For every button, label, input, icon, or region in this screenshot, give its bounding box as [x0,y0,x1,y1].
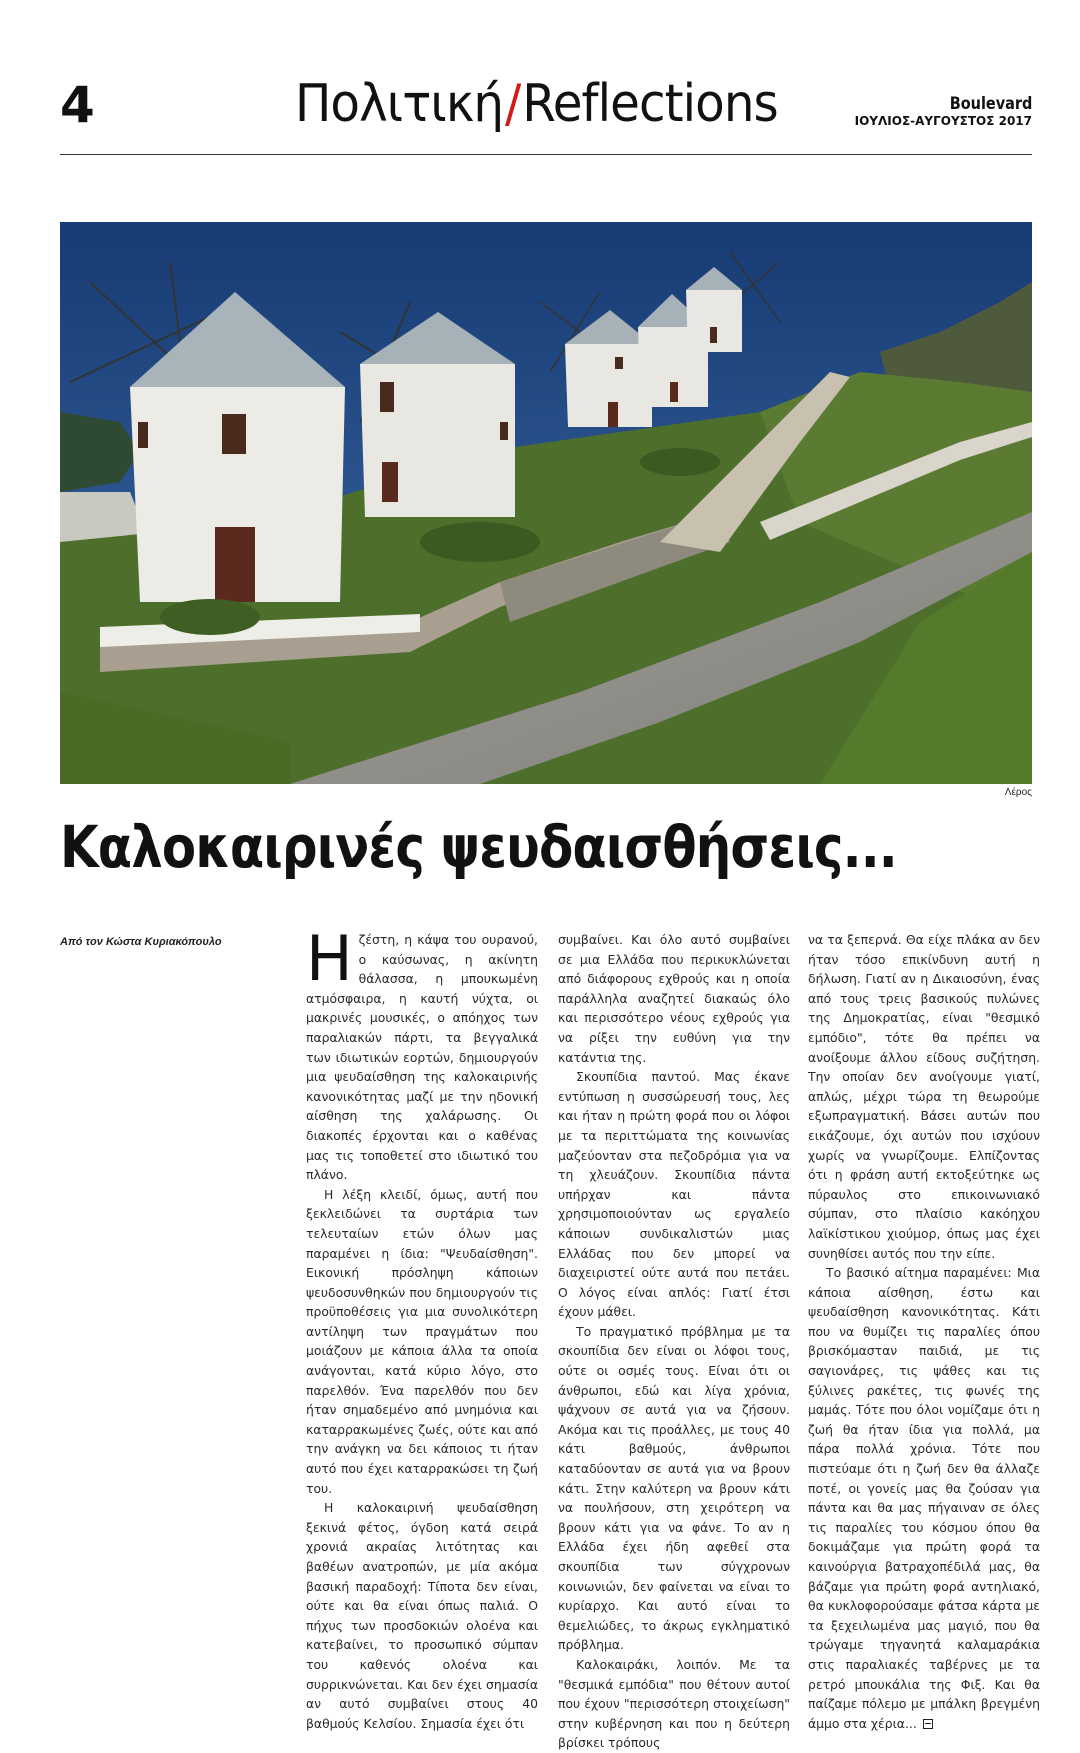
article-paragraph: Σκουπίδια παντού. Μας έκανε εντύπωση η συσσώρευσή τους, λες και ήταν η πρώτη φορά που οι λόφοι με τα περιττώματα της κοινωνίας μαζεύονταν στα πεζοδρόμια για να τη χλευάζουν. Σκουπίδια πάντα υπήρχαν και πάντα χρησιμοποιούνταν ως εργαλείο κάποιων συνδικαλιστών μιας Ελλάδας που δεν μπορεί να διαχειριστεί ούτε αυτά που πετάει. Ο λόγος είναι απλός: Γιατί έτσι έχουν μάθει. [558,1069,790,1320]
article-paragraph: Καλοκαιράκι, λοιπόν. Με τα "θεσμικά εμπόδια" που θέτουν αυτοί που έχουν "περισσότερη στοιχείωση" στην κυβέρνηση και που η δεύτερη βρίσκει τρόπους [558,1656,790,1751]
end-of-article-icon [923,1719,933,1729]
article-column-3 [808,930,1040,1733]
article-column-2 [558,930,790,1753]
page-number: 4 [60,76,95,134]
windmills-photo [60,222,1032,784]
issue-date: ΙΟΥΛΙΟΣ-ΑΥΓΟΥΣΤΟΣ 2017 [854,114,1032,128]
section-title [295,74,778,134]
windmills-illustration [60,222,1032,784]
article-headline: Καλοκαιρινές ψευδαισθήσεις... [60,813,897,881]
photo-caption: Λέρος [1004,787,1032,798]
page-header [60,70,1032,155]
article-paragraph: συμβαίνει. Και όλο αυτό συμβαίνει σε μια Ελλάδα που περικυκλώνεται από διάφορους εχθρούς και η οποία παράλληλα αναζητεί διακαώς όλο και περισσότερο νέους εχθρούς για να ρίξει την ευθύνη για την κατάντια της. [558,932,790,1065]
article-paragraph: Η καλοκαιρινή ψευδαίσθηση ξεκινά φέτος, όγδοη κατά σειρά χρονιά ακραίας λιτότητας και βαθέων ανατροπών, με μία ακόμα βασική παραδοχή: Τίποτα δεν είναι, ούτε και θα είναι όπως παλιά. Ο πήχυς των προσδοκιών ολοένα και κατεβαίνει, το προσωπικό σύμπαν του καθενός ολοένα και συρρικνώνεται. Και δεν έχει σημασία αν αυτό συμβαίνει στους 40 βαθμούς Κελσίου. Σημασία έχει ότι [306,1500,538,1731]
publication-name: Boulevard [949,94,1032,114]
article-byline: Από τον Κώστα Κυριακόπουλο [60,936,222,948]
section-title-greek: Πολιτική [295,74,504,134]
article-column-1 [306,922,538,1733]
shrub [160,599,260,635]
article-paragraph: Ηζέστη, η κάψα του ουρανού, ο καύσωνας, η ακίνητη θάλασσα, η μπουκωμένη ατμόσφαιρα, η καυτή νύχτα, οι μακρινές μουσικές, ο απόηχος των παραλιακών πάρτι, τα βεγγαλικά των ιδιωτικών εορτών, δημιουργούν μια ψευδαίσθηση της καλοκαιρινής κανονικότητας μαζί με την ηδονική αίσθηση της χαλάρωσης. Οι διακοπές έρχονται και ο καθένας μας τις τοποθετεί στο ιδιωτικό του πλάνο. [306,922,538,1183]
drop-cap: Η [306,922,353,995]
article-paragraph: Το πραγματικό πρόβλημα με τα σκουπίδια δεν είναι οι λόφοι τους, ούτε οι οσμές τους. Είναι ότι οι άνθρωποι, εδώ και λίγα χρόνια, ψάχνουν σε αυτά για να ζήσουν. Ακόμα και τις προάλλες, με τους 40 κάτι βαθμούς, άνθρωποι καταδύονταν σε αυτά για να βρουν κάτι. Στην καλύτερη να βρουν κάτι να πουλήσουν, στη χειρότερη να βρουν κάτι για να φάνε. Το αν η Ελλάδα έχει ήδη αφεθεί στα σκουπίδια των σύγχρονων κοινωνιών, δεν φαίνεται να είναι το κυρίαρχο. Και αυτό είναι το θεμελιώδες, το άκρως εγκληματικό πρόβλημα. [558,1323,790,1653]
shrub [640,448,720,476]
section-title-english: Reflections [522,74,778,134]
article-paragraph: Το βασικό αίτημα παραμένει: Μια κάποια αίσθηση, έστω και ψευδαίσθηση κανονικότητας. Κάτι που να θυμίζει τις παραλίες όπου βρισκόμασταν παιδιά, με τις σαγιονάρες, τις ψάθες και τις ξύλινες ρακέτες, τις φωνές της μαμάς. Τότε που όλοι νομίζαμε ότι η ζωή θα ήταν ίδια για πολλά, μα πάρα πολλά χρόνια. Τότε που πιστεύαμε ότι η ζωή δεν θα άλλαζε ποτέ, οι γονείς μας θα ζούσαν για πάντα και θα μας πήγαιναν σε όλες τις παραλίες του κόσμου όπου θα δοκιμάζαμε για πρώτη φορά τα καινούργια βατραχοπέδιλά μας, θα βάζαμε για πρώτη φορά αντηλιακό, θα κυκλοφορούσαμε φάτσα κάρτα με τα ξεχειλωμένα μας μαγιό, που θα τρώγαμε τηγανητά καλαμαράκια στις παραλιακές ταβέρνες με τα ρετρό μπουκάλια της Φιξ. Και θα παίζαμε πόλεμο με μπάλκη βρεγμένη άμμο στα χέρια... [808,1265,1040,1731]
publication-block [855,96,1032,128]
article-paragraph: Η λέξη κλειδί, όμως, αυτή που ξεκλειδώνει τα συρτάρια των τελευταίων ετών όλων μας παραμένει η ίδια: "Ψευδαίσθηση". Εικονική πρόσληψη κάποιων ψευδοσυνθηκών που δημιουργούν τις προϋποθέσεις για μια συνολικότερη αντίληψη των πραγμάτων που μοιάζουν με κάποια άλλα τα οποία ανάγονται, κατά κύριο λόγο, στο παρελθόν. Ένα παρελθόν που δεν ήταν σημαδεμένο από μνημόνια και καταρρακωμένες ζωές, ούτε και από την ανάγκη να δει κάποιος τι ήταν αυτό που έχει καταρρακώσει τη ζωή του. [306,1186,538,1496]
article-paragraph: να τα ξεπερνά. Θα είχε πλάκα αν δεν ήταν τόσο επικίνδυνη αυτή η δήλωση. Γιατί αν η Δικαιοσύνη, ένας από τους τρεις βασικούς πυλώνες της Δημοκρατίας, είναι "θεσμικό εμπόδιο", τότε θα πρέπει να ανοίξουμε άλλου είδους συζήτηση. Την οποίαν δεν ανοίγουμε γιατί, απλώς, μέχρι τώρα τη θεωρούμε εξωπραγματική. Βάσει αυτών που εικάζουμε, όχι αυτών που ισχύουν χωρίς να γνωρίζουμε. Ελπίζοντας ότι η φράση αυτή εκτοξεύτηκε ως πύραυλος στο επικοινωνιακό σύμπαν, στο πλαίσιο κακόηχου λαϊκίστικου χιούμορ, όπως μας έχει συνηθίσει αυτός που την είπε. [808,932,1040,1261]
section-title-slash: / [504,74,521,134]
shrub [420,522,540,562]
